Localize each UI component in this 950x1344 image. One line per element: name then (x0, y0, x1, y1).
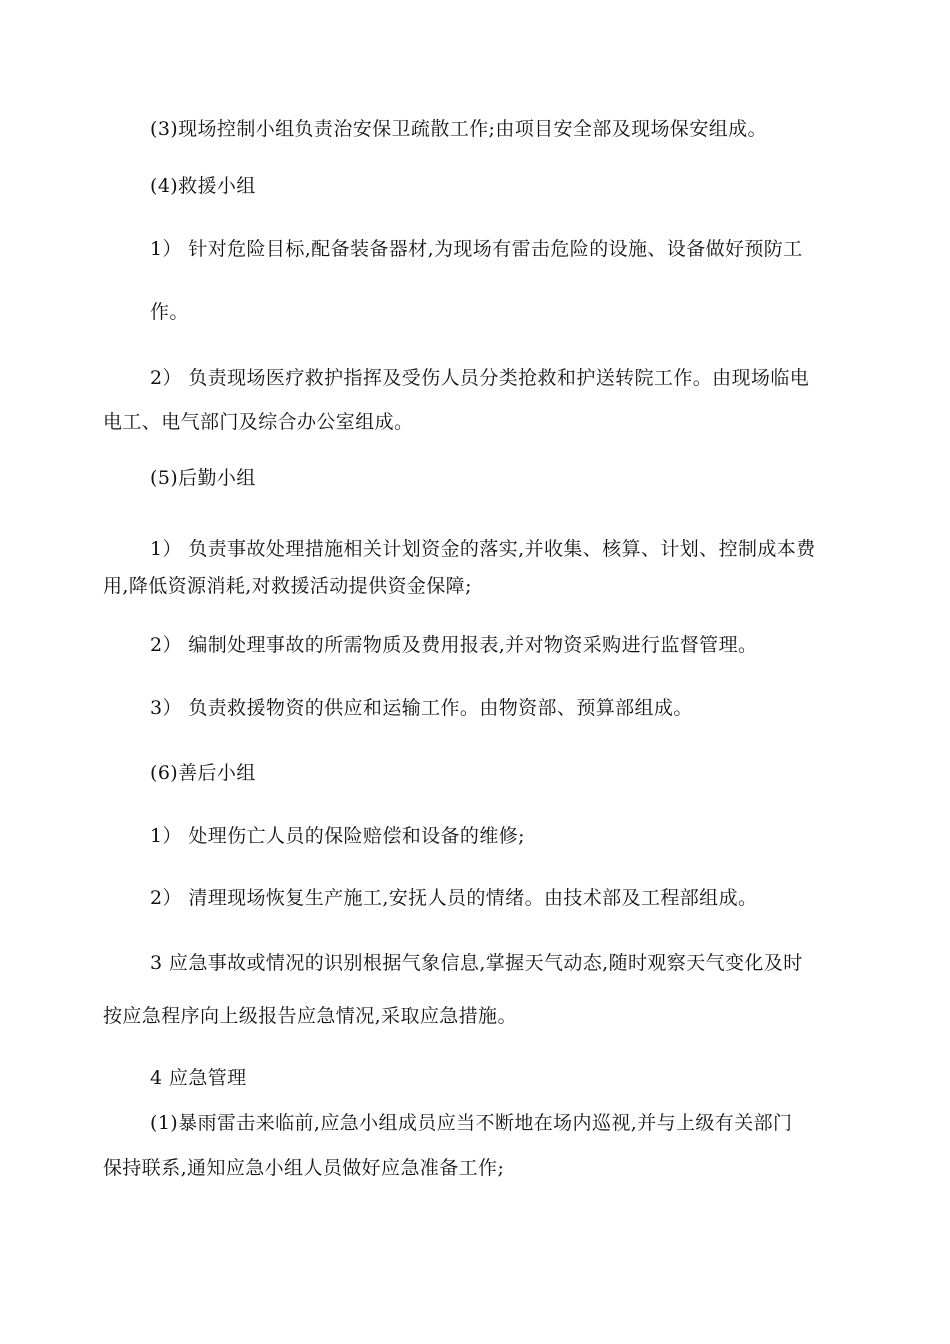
paragraph-line: 1） 负责事故处理措施相关计划资金的落实,并收集、核算、计划、控制成本费 (150, 538, 816, 560)
paragraph-line: 3） 负责救援物资的供应和运输工作。由物资部、预算部组成。 (150, 697, 693, 719)
paragraph-line: 按应急程序向上级报告应急情况,采取应急措施。 (103, 1005, 517, 1027)
paragraph-line: 用,降低资源消耗,对救援活动提供资金保障; (103, 575, 472, 597)
paragraph-line: 保持联系,通知应急小组人员做好应急准备工作; (103, 1157, 505, 1179)
paragraph-line: 2） 负责现场医疗救护指挥及受伤人员分类抢救和护送转院工作。由现场临电 (150, 367, 810, 389)
section-heading: (4)救援小组 (150, 175, 256, 197)
section-heading: (5)后勤小组 (150, 467, 256, 489)
paragraph-line: 3 应急事故或情况的识别根据气象信息,掌握天气动态,随时观察天气变化及时 (150, 952, 803, 974)
section-heading: 4 应急管理 (150, 1067, 247, 1089)
paragraph-line: (3)现场控制小组负责治安保卫疏散工作;由项目安全部及现场保安组成。 (150, 118, 767, 140)
paragraph-line: 2） 编制处理事故的所需物质及费用报表,并对物资采购进行监督管理。 (150, 634, 758, 656)
paragraph-line: 1） 针对危险目标,配备装备器材,为现场有雷击危险的设施、设备做好预防工 (150, 238, 803, 260)
paragraph-line: 电工、电气部门及综合办公室组成。 (103, 411, 414, 433)
paragraph-line: 1） 处理伤亡人员的保险赔偿和设备的维修; (150, 825, 525, 847)
paragraph-line: 2） 清理现场恢复生产施工,安抚人员的情绪。由技术部及工程部组成。 (150, 887, 758, 909)
paragraph-line: 作。 (150, 301, 189, 323)
section-heading: (6)善后小组 (150, 762, 256, 784)
paragraph-line: (1)暴雨雷击来临前,应急小组成员应当不断地在场内巡视,并与上级有关部门 (150, 1112, 793, 1134)
